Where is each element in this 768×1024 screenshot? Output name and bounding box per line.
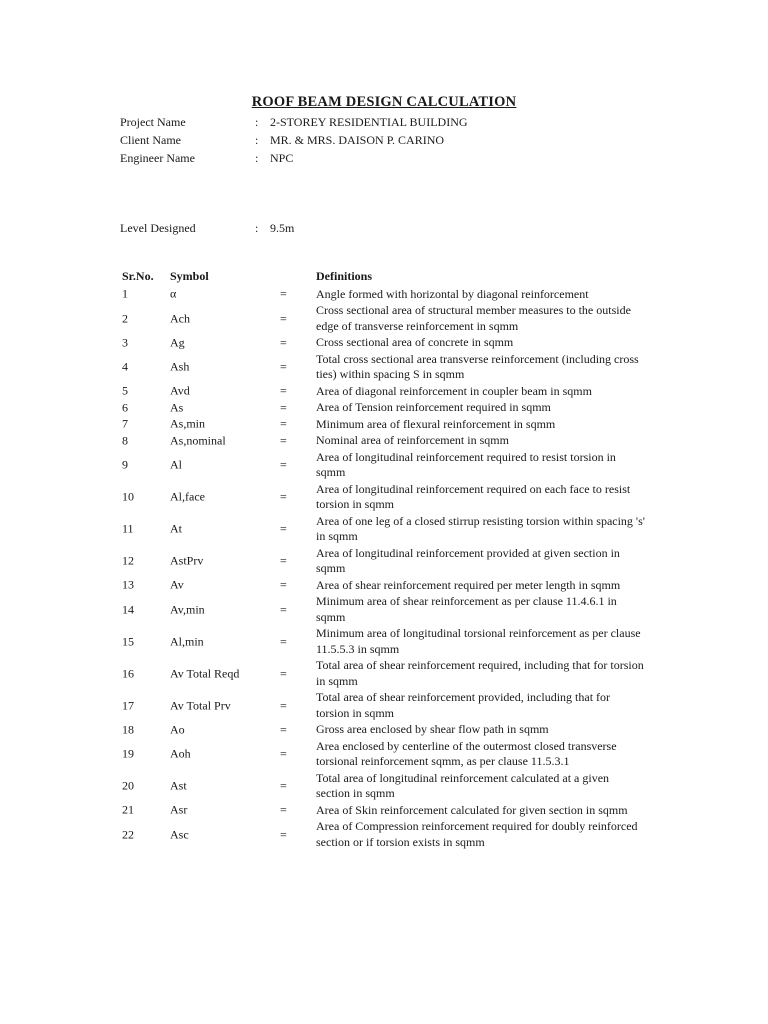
project-name-value: 2-STOREY RESIDENTIAL BUILDING bbox=[270, 115, 468, 129]
row-definition: Area of Compression reinforcement required for doubly reinforced section or if torsion exists in sqmm bbox=[316, 819, 638, 849]
row-symbol: Av bbox=[170, 577, 184, 592]
row-equals: = bbox=[280, 802, 287, 817]
row-number: 12 bbox=[122, 553, 134, 568]
row-number: 18 bbox=[122, 722, 134, 737]
row-number: 20 bbox=[122, 778, 134, 793]
row-definition: Area of Skin reinforcement calculated for given section in sqmm bbox=[316, 802, 628, 817]
row-symbol: Al,min bbox=[170, 634, 204, 648]
table-row bbox=[0, 626, 768, 658]
row-definition: Area of longitudinal reinforcement provided at given section in sqmm bbox=[316, 545, 620, 575]
row-equals: = bbox=[280, 383, 287, 398]
row-equals: = bbox=[280, 577, 287, 592]
row-definition: Area of Tension reinforcement required in sqmm bbox=[316, 400, 551, 414]
client-name-label: Client Name bbox=[120, 133, 181, 147]
row-equals: = bbox=[280, 666, 287, 680]
row-number: 1 bbox=[122, 286, 128, 301]
row-definition: Gross area enclosed by shear flow path in sqmm bbox=[316, 722, 549, 736]
header-definitions: Definitions bbox=[316, 269, 373, 283]
colon: : bbox=[255, 115, 259, 129]
engineer-name-value: NPC bbox=[270, 151, 294, 165]
row-equals: = bbox=[280, 746, 287, 761]
row-definition: Minimum area of shear reinforcement as per clause 11.4.6.1 in sqmm bbox=[316, 594, 617, 624]
table-row bbox=[0, 802, 768, 819]
row-symbol: Ach bbox=[170, 311, 190, 325]
row-symbol: As,min bbox=[170, 416, 206, 431]
row-equals: = bbox=[280, 521, 287, 536]
row-number: 15 bbox=[122, 634, 134, 648]
row-symbol: α bbox=[170, 286, 177, 301]
row-definition: Total cross sectional area transverse reinforcement (including cross ties) within spacing S in sqmm bbox=[316, 351, 639, 381]
row-number: 14 bbox=[122, 602, 134, 616]
project-name-label: Project Name bbox=[120, 115, 186, 129]
table-row bbox=[0, 335, 768, 352]
table-row bbox=[0, 545, 768, 577]
row-equals: = bbox=[280, 827, 287, 841]
row-equals: = bbox=[280, 553, 287, 568]
row-symbol: Al,face bbox=[170, 489, 205, 504]
row-equals: = bbox=[280, 433, 287, 448]
row-number: 16 bbox=[122, 666, 134, 680]
table-row bbox=[0, 722, 768, 739]
row-equals: = bbox=[280, 457, 287, 472]
row-definition: Area of diagonal reinforcement in coupler beam in sqmm bbox=[316, 383, 592, 398]
row-definition: Area of shear reinforcement required per meter length in sqmm bbox=[316, 577, 621, 592]
table-row bbox=[0, 658, 768, 690]
row-symbol: Aoh bbox=[170, 746, 191, 761]
table-row bbox=[0, 481, 768, 513]
row-number: 21 bbox=[122, 802, 134, 817]
definitions-table bbox=[0, 286, 768, 851]
row-number: 8 bbox=[122, 433, 128, 448]
client-name-value: MR. & MRS. DAISON P. CARINO bbox=[270, 133, 445, 147]
row-symbol: Ao bbox=[170, 722, 185, 737]
row-equals: = bbox=[280, 489, 287, 504]
row-equals: = bbox=[280, 286, 287, 301]
row-symbol: Avd bbox=[170, 383, 190, 398]
header-symbol: Symbol bbox=[170, 269, 209, 283]
table-row bbox=[0, 819, 768, 851]
row-symbol: As,nominal bbox=[170, 433, 226, 448]
row-number: 17 bbox=[122, 698, 134, 712]
row-number: 6 bbox=[122, 400, 128, 415]
row-definition: Minimum area of longitudinal torsional reinforcement as per clause 11.5.5.3 in sqmm bbox=[316, 626, 641, 656]
table-row bbox=[0, 449, 768, 481]
row-definition: Total area of shear reinforcement required, including that for torsion in sqmm bbox=[316, 658, 644, 688]
engineer-name-label: Engineer Name bbox=[120, 151, 195, 165]
page-title: ROOF BEAM DESIGN CALCULATION bbox=[251, 94, 517, 110]
row-equals: = bbox=[280, 722, 287, 737]
row-definition: Area of one leg of a closed stirrup resisting torsion within spacing 's' in sqmm bbox=[316, 513, 645, 543]
row-definition: Total area of shear reinforcement provided, including that for torsion in sqmm bbox=[316, 690, 611, 720]
row-equals: = bbox=[280, 602, 287, 616]
row-symbol: Al bbox=[170, 457, 182, 472]
table-row bbox=[0, 351, 768, 383]
row-number: 9 bbox=[122, 457, 128, 472]
row-definition: Total area of longitudinal reinforcement calculated at a given section in sqmm bbox=[316, 770, 610, 800]
table-row bbox=[0, 286, 768, 303]
row-number: 5 bbox=[122, 383, 128, 398]
row-definition: Nominal area of reinforcement in sqmm bbox=[316, 433, 509, 447]
colon: : bbox=[255, 151, 259, 165]
row-symbol: Asc bbox=[170, 827, 189, 841]
row-equals: = bbox=[280, 416, 287, 431]
row-definition: Area enclosed by centerline of the outermost closed transverse torsional reinforcement sqmm, as per clause 11.5.3.1 bbox=[316, 738, 617, 768]
row-number: 10 bbox=[122, 489, 134, 504]
row-definition: Area of longitudinal reinforcement required on each face to resist torsion in sqmm bbox=[316, 481, 631, 511]
table-row bbox=[0, 400, 768, 417]
row-number: 19 bbox=[122, 746, 134, 761]
table-row bbox=[0, 383, 768, 400]
table-row bbox=[0, 690, 768, 722]
row-symbol: Ash bbox=[170, 359, 190, 374]
row-symbol: At bbox=[170, 521, 182, 536]
row-symbol: Ast bbox=[170, 778, 187, 793]
header-sr-no: Sr.No. bbox=[122, 269, 154, 283]
row-number: 4 bbox=[122, 359, 128, 374]
level-designed-value: 9.5m bbox=[270, 221, 295, 235]
row-symbol: As bbox=[170, 400, 184, 415]
row-symbol: Av Total Prv bbox=[170, 698, 231, 712]
table-row bbox=[0, 433, 768, 450]
row-symbol: Asr bbox=[170, 802, 188, 817]
row-equals: = bbox=[280, 311, 287, 325]
level-designed-label: Level Designed bbox=[120, 221, 196, 235]
table-row bbox=[0, 416, 768, 433]
row-number: 22 bbox=[122, 827, 134, 841]
row-symbol: Av,min bbox=[170, 602, 205, 616]
table-row bbox=[0, 513, 768, 545]
row-number: 7 bbox=[122, 416, 128, 431]
table-row bbox=[0, 594, 768, 626]
table-row bbox=[0, 770, 768, 802]
row-equals: = bbox=[280, 400, 287, 415]
row-symbol: Av Total Reqd bbox=[170, 666, 240, 680]
row-definition: Angle formed with horizontal by diagonal reinforcement bbox=[316, 286, 589, 301]
row-equals: = bbox=[280, 335, 287, 350]
row-definition: Cross sectional area of structural member measures to the outside edge of transverse reinforcement in sqmm bbox=[316, 303, 631, 333]
colon: : bbox=[255, 133, 259, 147]
row-symbol: AstPrv bbox=[170, 553, 204, 568]
row-number: 2 bbox=[122, 311, 128, 325]
colon: : bbox=[255, 221, 259, 235]
table-row bbox=[0, 303, 768, 335]
row-equals: = bbox=[280, 634, 287, 648]
row-definition: Cross sectional area of concrete in sqmm bbox=[316, 335, 514, 349]
row-symbol: Ag bbox=[170, 335, 185, 350]
row-definition: Minimum area of flexural reinforcement in sqmm bbox=[316, 416, 556, 431]
table-header bbox=[0, 268, 768, 284]
row-definition: Area of longitudinal reinforcement required to resist torsion in sqmm bbox=[316, 449, 616, 479]
table-row bbox=[0, 738, 768, 770]
table-row bbox=[0, 577, 768, 594]
row-number: 11 bbox=[122, 521, 134, 536]
row-equals: = bbox=[280, 359, 287, 374]
row-equals: = bbox=[280, 778, 287, 793]
row-equals: = bbox=[280, 698, 287, 712]
row-number: 3 bbox=[122, 335, 128, 350]
row-number: 13 bbox=[122, 577, 134, 592]
